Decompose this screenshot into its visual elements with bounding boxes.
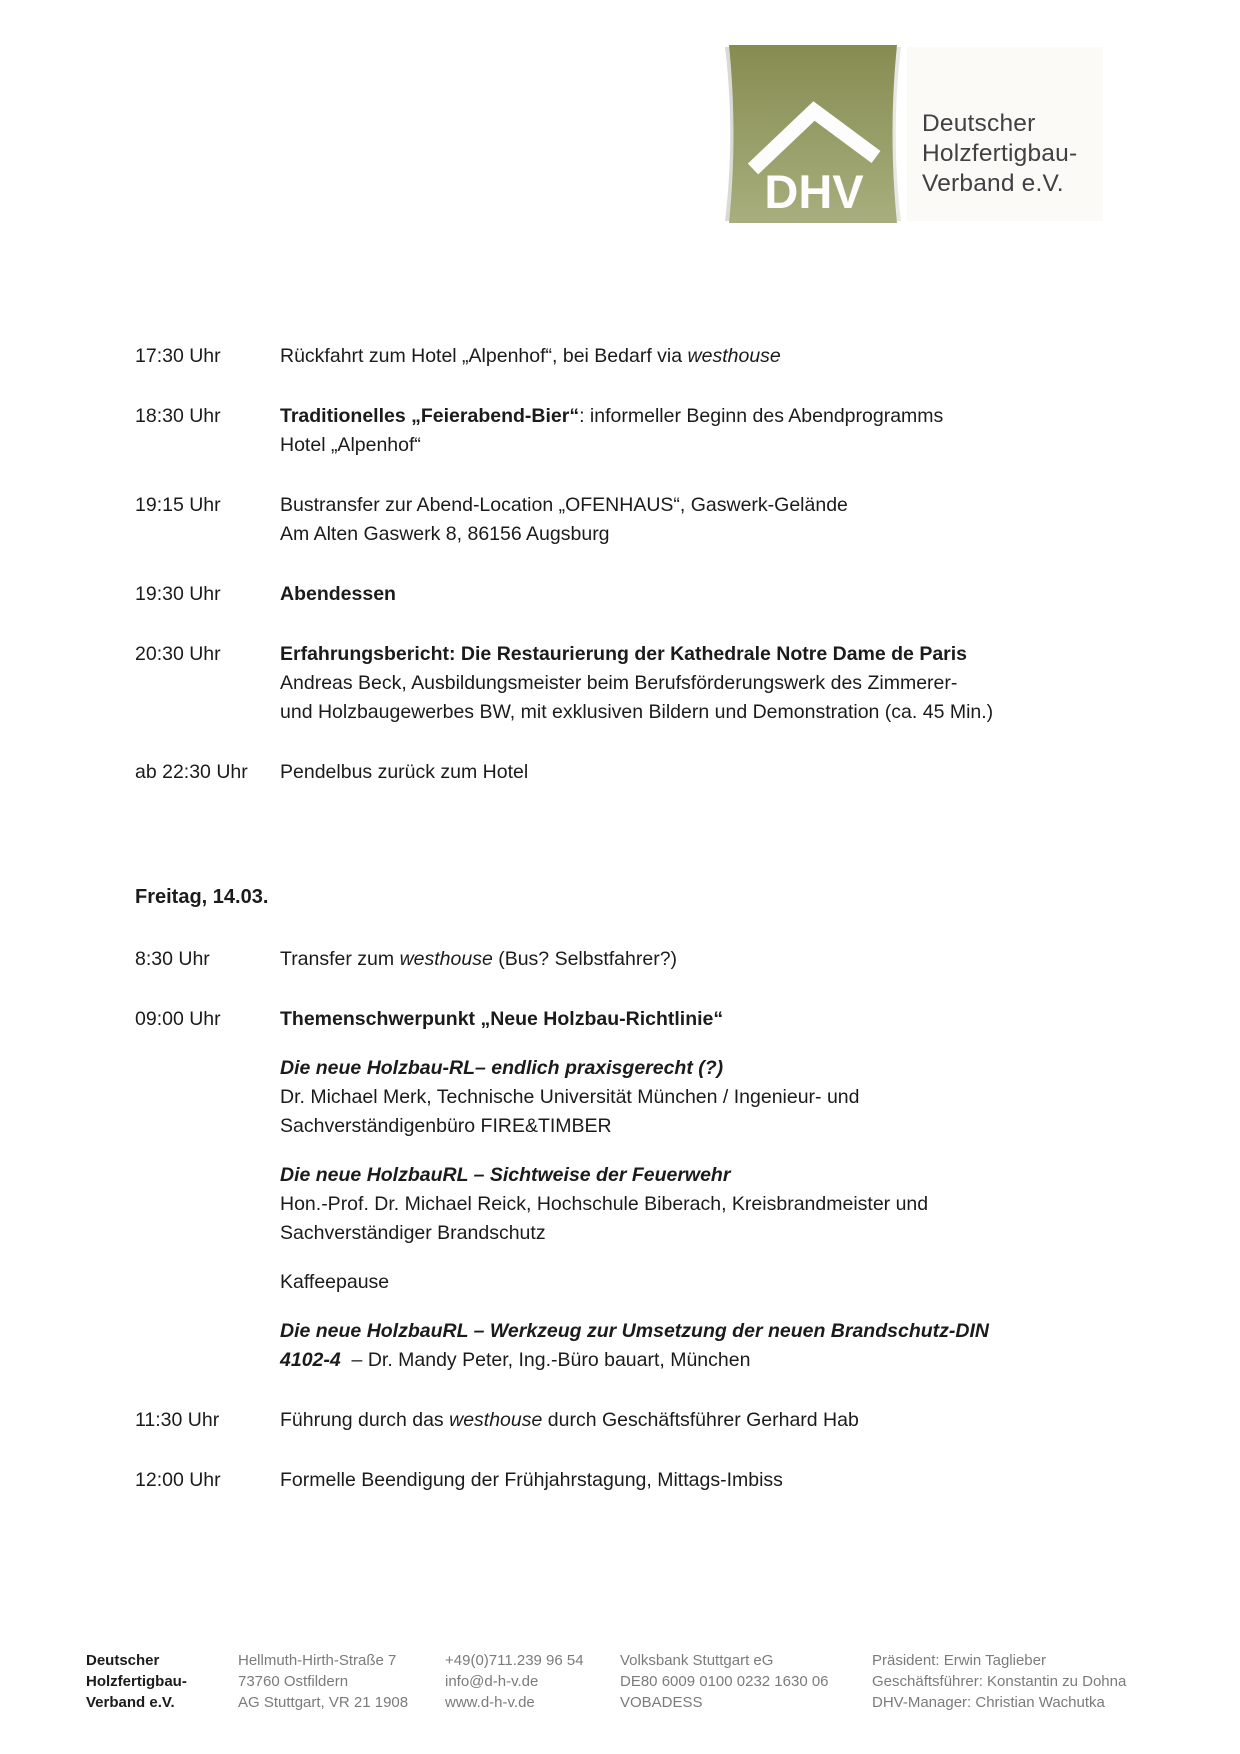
text-line: [280, 342, 1135, 371]
footer-line: DHV-Manager: Christian Wachutka: [872, 1694, 1105, 1711]
text-run: Die neue HolzbauRL – Werkzeug zur Umsetzung der neuen Brandschutz-DIN: [280, 1320, 989, 1342]
paragraph: [280, 1317, 1135, 1375]
entry-description: [280, 1406, 1135, 1435]
text-line: [280, 431, 1135, 460]
text-run: Sachverständigenbüro FIRE&TIMBER: [280, 1115, 612, 1137]
entry-time: ab 22:30 Uhr: [135, 761, 248, 783]
entry-time: 09:00 Uhr: [135, 1008, 221, 1030]
entry-time: 11:30 Uhr: [135, 1409, 220, 1431]
entry-description: [280, 1005, 1135, 1375]
footer-people: [872, 1650, 1126, 1713]
text-run: Sachverständiger Brandschutz: [280, 1222, 546, 1244]
text-run: und Holzbaugewerbes BW, mit exklusiven Bildern und Demonstration (ca. 45 Min.): [280, 701, 994, 723]
text-run: Dr. Michael Merk, Technische Universität München / Ingenieur- und: [280, 1086, 860, 1108]
text-run: Andreas Beck, Ausbildungsmeister beim Berufsförderungswerk des Zimmerer-: [280, 672, 958, 694]
entry-description: [280, 640, 1135, 727]
text-line: [280, 1161, 1135, 1190]
footer-line: Verband e.V.: [86, 1694, 175, 1711]
schedule-entry: [135, 342, 1135, 371]
schedule-entry: [135, 402, 1135, 460]
text-run: Die neue HolzbauRL – Sichtweise der Feuerwehr: [280, 1164, 731, 1186]
text-run: Pendelbus zurück zum Hotel: [280, 761, 529, 783]
text-line: [280, 1083, 1135, 1112]
paragraph: [280, 1005, 1135, 1034]
paragraph: [280, 1406, 1135, 1435]
text-run: (Bus? Selbstfahrer?): [492, 948, 678, 970]
paragraph: [280, 402, 1135, 460]
text-line: [280, 758, 1135, 787]
footer-bank: [620, 1650, 829, 1713]
schedule-entry: [135, 1466, 1135, 1495]
schedule-entry: [135, 580, 1135, 609]
text-run: – Dr. Mandy Peter, Ing.-Büro bauart, München: [340, 1349, 751, 1371]
wordmark-line: Deutscher: [922, 110, 1036, 137]
footer-line: AG Stuttgart, VR 21 1908: [238, 1694, 409, 1711]
wordmark-line: Holzfertigbau-: [922, 140, 1078, 167]
text-line: [280, 1112, 1135, 1141]
text-run: Bustransfer zur Abend-Location „OFENHAUS“, Gaswerk-Gelände: [280, 494, 848, 516]
entry-time: 18:30 Uhr: [135, 405, 221, 427]
entry-description: [280, 758, 1135, 787]
text-line: [280, 520, 1135, 549]
paragraph: [280, 758, 1135, 787]
footer-line: +49(0)711.239 96 54: [445, 1652, 584, 1669]
text-run: durch Geschäftsführer Gerhard Hab: [542, 1409, 859, 1431]
dhv-logo-mark: [723, 45, 903, 223]
entry-description: [280, 491, 1135, 549]
text-line: [280, 1190, 1135, 1219]
entry-description: [280, 1466, 1135, 1495]
dhv-logo: [723, 45, 1203, 223]
entry-description: [280, 580, 1135, 609]
schedule-entry: [135, 640, 1135, 727]
wordmark-line: Verband e.V.: [922, 170, 1064, 197]
entry-time: 17:30 Uhr: [135, 345, 221, 367]
footer-line: Deutscher: [86, 1652, 160, 1669]
entry-description: [280, 402, 1135, 460]
schedule-entry: [135, 945, 1135, 974]
text-line: [280, 1054, 1135, 1083]
text-line: [280, 402, 1135, 431]
text-line: [280, 580, 1135, 609]
text-line: [280, 698, 1135, 727]
text-run: Abendessen: [280, 583, 396, 605]
text-line: [280, 491, 1135, 520]
entry-time: 12:00 Uhr: [135, 1469, 221, 1491]
footer-line: Holzfertigbau-: [86, 1673, 187, 1690]
text-run: Kaffeepause: [280, 1271, 390, 1293]
paragraph: [280, 1268, 1135, 1297]
footer-contact: [445, 1650, 584, 1713]
paragraph: [280, 1466, 1135, 1495]
text-line: [280, 1406, 1135, 1435]
text-run: Hotel „Alpenhof“: [280, 434, 421, 456]
section-heading: Freitag, 14.03.: [135, 886, 269, 908]
schedule-entry: [135, 1005, 1135, 1375]
text-run: : informeller Beginn des Abendprogramms: [579, 405, 944, 427]
text-line: [280, 1466, 1135, 1495]
footer-line: Präsident: Erwin Taglieber: [872, 1652, 1046, 1669]
footer-address: [238, 1650, 408, 1713]
text-line: [280, 669, 1135, 698]
text-line: [280, 1005, 1135, 1034]
text-run: Die neue Holzbau-RL– endlich praxisgerecht (?): [280, 1057, 724, 1079]
footer-bic: VOBADESS: [620, 1694, 703, 1711]
text-run: Am Alten Gaswerk 8, 86156 Augsburg: [280, 523, 610, 545]
text-run: 4102-4: [280, 1349, 341, 1371]
text-run: westhouse: [449, 1409, 543, 1431]
text-line: [280, 1346, 1135, 1375]
paragraph: [280, 945, 1135, 974]
text-run: westhouse: [399, 948, 493, 970]
paragraph: [280, 491, 1135, 549]
schedule-entry: [135, 491, 1135, 549]
text-run: Traditionelles „Feierabend-Bier“: [280, 405, 580, 427]
text-run: Formelle Beendigung der Frühjahrstagung, Mittags-Imbiss: [280, 1469, 783, 1491]
paragraph: [280, 640, 1135, 727]
entry-time: 19:30 Uhr: [135, 583, 221, 605]
logo-wordmark: [922, 109, 1077, 199]
footer-line: Geschäftsführer: Konstantin zu Dohna: [872, 1673, 1127, 1690]
logo-monogram: DHV: [764, 165, 864, 218]
entry-time: 19:15 Uhr: [135, 494, 221, 516]
footer-website: www.d-h-v.de: [445, 1694, 535, 1711]
text-run: Erfahrungsbericht: Die Restaurierung der Kathedrale Notre Dame de Paris: [280, 643, 968, 665]
text-line: [280, 640, 1135, 669]
entry-description: [280, 342, 1135, 371]
text-line: [280, 1219, 1135, 1248]
entry-time: 20:30 Uhr: [135, 643, 221, 665]
schedule-entry: [135, 758, 1135, 787]
footer-line: 73760 Ostfildern: [238, 1673, 349, 1690]
entry-description: [280, 945, 1135, 974]
text-run: Hon.-Prof. Dr. Michael Reick, Hochschule Biberach, Kreisbrandmeister und: [280, 1193, 929, 1215]
paragraph: [280, 580, 1135, 609]
schedule-entry: [135, 1406, 1135, 1435]
paragraph: [280, 342, 1135, 371]
paragraph: [280, 1161, 1135, 1248]
text-run: Transfer zum: [280, 948, 400, 970]
text-run: Führung durch das: [280, 1409, 450, 1431]
text-line: [280, 1317, 1135, 1346]
schedule: [135, 342, 1135, 1526]
footer-email: info@d-h-v.de: [445, 1673, 539, 1690]
footer-iban: DE80 6009 0100 0232 1630 06: [620, 1673, 829, 1690]
footer-line: Hellmuth-Hirth-Straße 7: [238, 1652, 397, 1669]
text-run: westhouse: [687, 345, 781, 367]
text-line: [280, 945, 1135, 974]
paragraph: [280, 1054, 1135, 1141]
text-run: Themenschwerpunkt „Neue Holzbau-Richtlinie“: [280, 1008, 724, 1030]
text-line: [280, 1268, 1135, 1297]
footer-org-name: [86, 1650, 187, 1713]
entry-time: 8:30 Uhr: [135, 948, 210, 970]
footer-line: Volksbank Stuttgart eG: [620, 1652, 774, 1669]
text-run: Rückfahrt zum Hotel „Alpenhof“, bei Bedarf via: [280, 345, 688, 367]
